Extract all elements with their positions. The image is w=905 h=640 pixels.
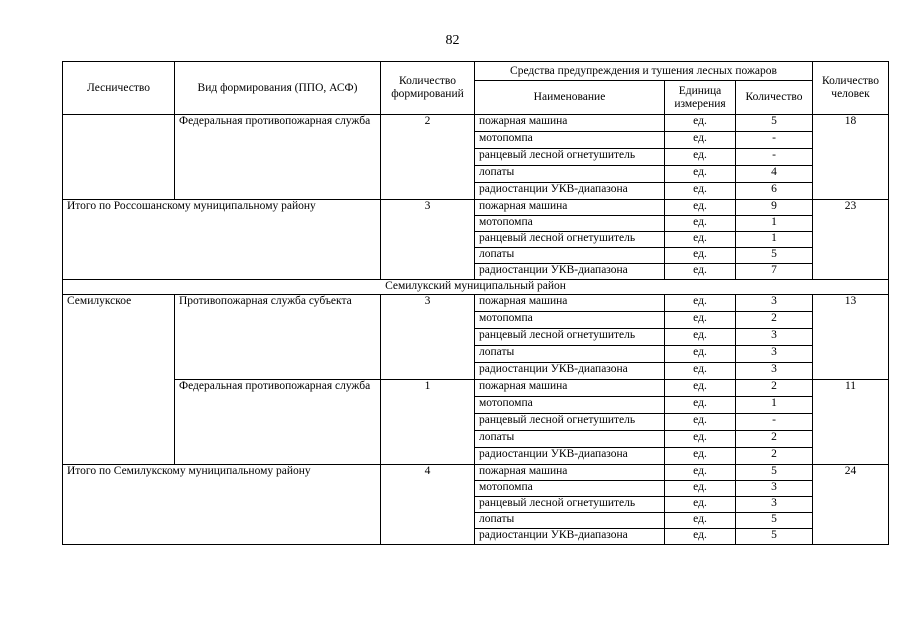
item-qty: 9 (736, 200, 813, 216)
item-qty: - (736, 132, 813, 149)
item-name: лопаты (475, 513, 665, 529)
total-label-cell: Итого по Семилукскому муниципальному району (63, 465, 381, 545)
item-qty: 7 (736, 264, 813, 280)
item-name: ранцевый лесной огнетушитель (475, 149, 665, 166)
header-people: Количество человек (813, 62, 889, 115)
people-cell: 13 (813, 295, 889, 380)
item-name: мотопомпа (475, 216, 665, 232)
section-title: Семилукский муниципальный район (63, 280, 889, 295)
item-unit: ед. (665, 232, 736, 248)
formation-count-cell: 3 (381, 295, 475, 380)
forest-fire-resources-table (62, 61, 889, 545)
header-formation-type: Вид формирования (ППО, АСФ) (175, 62, 381, 115)
item-unit: ед. (665, 248, 736, 264)
people-cell: 11 (813, 380, 889, 465)
item-name: пожарная машина (475, 380, 665, 397)
item-qty: 3 (736, 363, 813, 380)
item-unit: ед. (665, 216, 736, 232)
item-qty: 2 (736, 448, 813, 465)
item-qty: 1 (736, 397, 813, 414)
item-unit: ед. (665, 497, 736, 513)
item-qty: 5 (736, 529, 813, 545)
formation-cell: Федеральная противопожарная служба (175, 380, 381, 465)
item-qty: 3 (736, 329, 813, 346)
item-unit: ед. (665, 529, 736, 545)
item-unit: ед. (665, 397, 736, 414)
header-formation-count: Количество формирований (381, 62, 475, 115)
item-qty: 5 (736, 465, 813, 481)
item-unit: ед. (665, 264, 736, 280)
item-name: лопаты (475, 431, 665, 448)
forestry-cell (63, 115, 175, 200)
item-qty: 6 (736, 183, 813, 200)
item-qty: - (736, 414, 813, 431)
item-unit: ед. (665, 312, 736, 329)
item-unit: ед. (665, 380, 736, 397)
item-qty: 1 (736, 216, 813, 232)
item-name: радиостанции УКВ-диапазона (475, 363, 665, 380)
item-unit: ед. (665, 166, 736, 183)
formation-count-cell: 4 (381, 465, 475, 545)
people-cell: 18 (813, 115, 889, 200)
item-unit: ед. (665, 448, 736, 465)
table-row (63, 115, 889, 132)
formation-cell: Противопожарная служба субъекта (175, 295, 381, 380)
page-number: 82 (445, 33, 460, 48)
item-name: лопаты (475, 346, 665, 363)
header-means-group: Средства предупреждения и тушения лесных пожаров (475, 62, 813, 81)
item-name: радиостанции УКВ-диапазона (475, 264, 665, 280)
item-qty: 1 (736, 232, 813, 248)
formation-count-cell: 3 (381, 200, 475, 280)
header-means-name: Наименование (475, 81, 665, 115)
item-unit: ед. (665, 481, 736, 497)
item-unit: ед. (665, 346, 736, 363)
item-name: мотопомпа (475, 397, 665, 414)
item-name: ранцевый лесной огнетушитель (475, 329, 665, 346)
item-qty: 2 (736, 380, 813, 397)
formation-count-cell: 1 (381, 380, 475, 465)
item-unit: ед. (665, 149, 736, 166)
item-unit: ед. (665, 513, 736, 529)
item-unit: ед. (665, 200, 736, 216)
item-name: пожарная машина (475, 115, 665, 132)
item-name: мотопомпа (475, 481, 665, 497)
item-unit: ед. (665, 115, 736, 132)
item-name: ранцевый лесной огнетушитель (475, 232, 665, 248)
item-name: мотопомпа (475, 312, 665, 329)
item-unit: ед. (665, 363, 736, 380)
item-name: лопаты (475, 248, 665, 264)
item-qty: 5 (736, 513, 813, 529)
item-name: ранцевый лесной огнетушитель (475, 497, 665, 513)
item-name: ранцевый лесной огнетушитель (475, 414, 665, 431)
item-name: мотопомпа (475, 132, 665, 149)
total-label-cell: Итого по Россошанскому муниципальному району (63, 200, 381, 280)
item-name: пожарная машина (475, 465, 665, 481)
item-name: пожарная машина (475, 200, 665, 216)
item-qty: 2 (736, 431, 813, 448)
item-unit: ед. (665, 295, 736, 312)
item-qty: - (736, 149, 813, 166)
item-unit: ед. (665, 132, 736, 149)
item-qty: 3 (736, 295, 813, 312)
item-unit: ед. (665, 329, 736, 346)
item-qty: 3 (736, 346, 813, 363)
item-unit: ед. (665, 431, 736, 448)
item-qty: 2 (736, 312, 813, 329)
people-cell: 23 (813, 200, 889, 280)
item-qty: 3 (736, 497, 813, 513)
formation-count-cell: 2 (381, 115, 475, 200)
table-row (63, 200, 889, 216)
forestry-cell: Семилукское (63, 295, 175, 465)
header-unit: Единица измерения (665, 81, 736, 115)
formation-cell: Федеральная противопожарная служба (175, 115, 381, 200)
table-row (63, 295, 889, 312)
item-unit: ед. (665, 465, 736, 481)
item-unit: ед. (665, 414, 736, 431)
people-cell: 24 (813, 465, 889, 545)
item-qty: 5 (736, 248, 813, 264)
table-row (63, 380, 889, 397)
item-name: радиостанции УКВ-диапазона (475, 529, 665, 545)
item-name: радиостанции УКВ-диапазона (475, 448, 665, 465)
item-qty: 4 (736, 166, 813, 183)
section-row (63, 280, 889, 295)
header-forestry: Лесничество (63, 62, 175, 115)
item-name: радиостанции УКВ-диапазона (475, 183, 665, 200)
item-qty: 3 (736, 481, 813, 497)
table-row (63, 465, 889, 481)
item-name: лопаты (475, 166, 665, 183)
item-unit: ед. (665, 183, 736, 200)
item-qty: 5 (736, 115, 813, 132)
header-quantity: Количество (736, 81, 813, 115)
item-name: пожарная машина (475, 295, 665, 312)
